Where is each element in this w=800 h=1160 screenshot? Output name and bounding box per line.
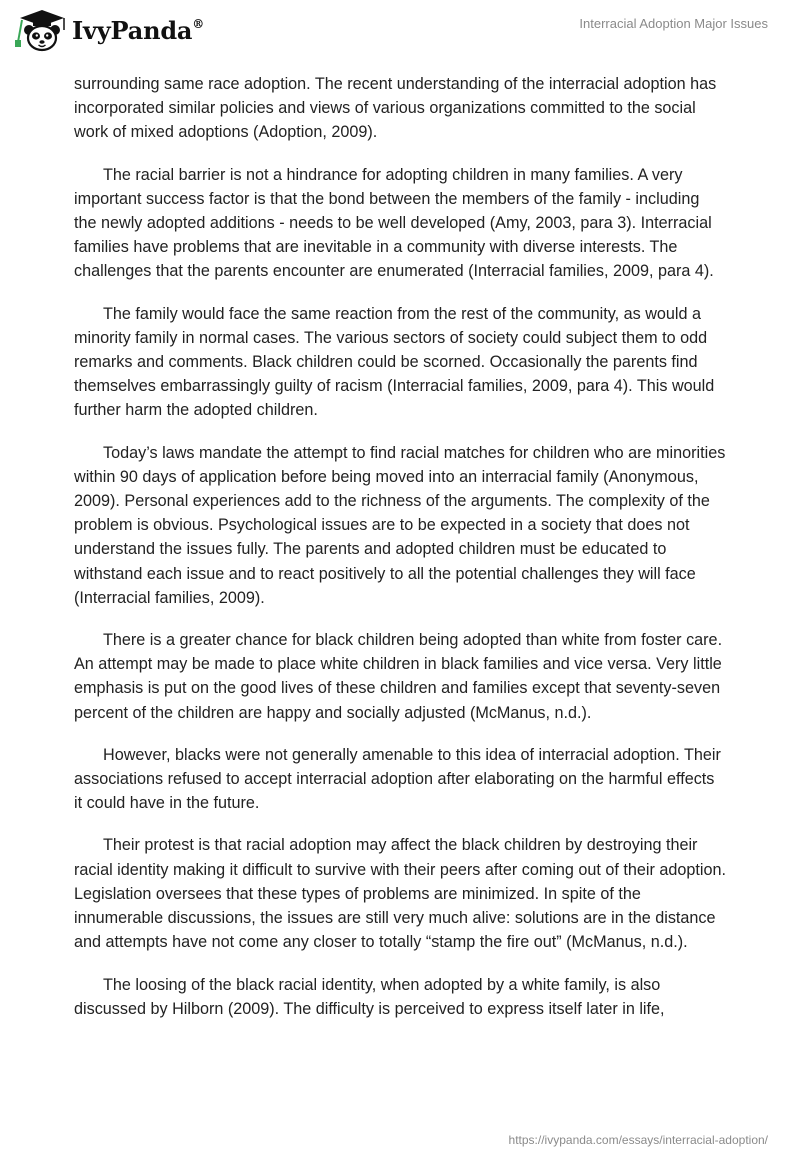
paragraph: The family would face the same reaction from the rest of the community, as would a minority family in normal cases. The various sectors of society could subject them to odd remarks and comments. Black children could be scorned. Occasionally the parents find themselves embarrassingly guilty of racism (Interracial families, 2009, para 4). This would further harm the adopted children. [74, 304, 715, 420]
source-url[interactable]: https://ivypanda.com/essays/interracial-adoption/ [508, 1133, 768, 1147]
paragraph: surrounding same race adoption. The recent understanding of the interracial adoption has incorporated similar policies and views of various organizations committed to the social work of mixed adoptions (Adoption, 2009). [74, 75, 717, 142]
paragraph: Their protest is that racial adoption may affect the black children by destroying their racial identity making it difficult to survive with their peers after coming out of their adoption. Legislation oversees that these types of problems are minimized. In spite of the innumerable discussions, the issues are still very much alive: solutions are in the distance and attempts have not come any closer to totally “stamp the fire out” (McManus, n.d.). [74, 836, 727, 952]
paragraph: There is a greater chance for black children being adopted than white from foster care. An attempt may be made to place white children in black families and vice versa. Very little emphasis is put on the good lives of these children and families except that seventy-seven percent of the children are happy and socially adjusted (McManus, n.d.). [74, 631, 723, 722]
paragraph: The racial barrier is not a hindrance for adopting children in many families. A very important success factor is that the bond between the members of the family - including the newly adopted additions - needs to be well developed (Amy, 2003, para 3). Interracial families have problems that are inevitable in a community with diverse interests. The challenges that the parents encounter are enumerated (Interracial families, 2009, para 4). [74, 165, 714, 281]
brand-name: IvyPanda® [72, 15, 205, 45]
paragraph: Today’s laws mandate the attempt to find racial matches for children who are minorities within 90 days of application before being moved into an interracial family (Anonymous, 2009). Personal experiences add to the richness of the arguments. The complexity of the problem is obvious. Psychological issues are to be expected in a society that does not understand the issues fully. The parents and adopted children must be educated to withstand each issue and to react positively to all the potential challenges they will face (Interracial families, 2009). [74, 443, 726, 607]
essay-body [74, 72, 726, 1039]
page-header [0, 0, 800, 56]
panda-graduate-icon [14, 8, 70, 52]
document-title: Interracial Adoption Major Issues [579, 16, 768, 31]
paragraph: The loosing of the black racial identity, when adopted by a white family, is also discussed by Hilborn (2009). The difficulty is perceived to express itself later in life, [74, 975, 665, 1018]
ivypanda-logo[interactable] [14, 8, 204, 52]
paragraph: However, blacks were not generally amenable to this idea of interracial adoption. Their associations refused to accept interracial adoption after elaborating on the harmful effects it could have in the future. [74, 745, 721, 813]
registered-mark: ® [192, 16, 205, 31]
